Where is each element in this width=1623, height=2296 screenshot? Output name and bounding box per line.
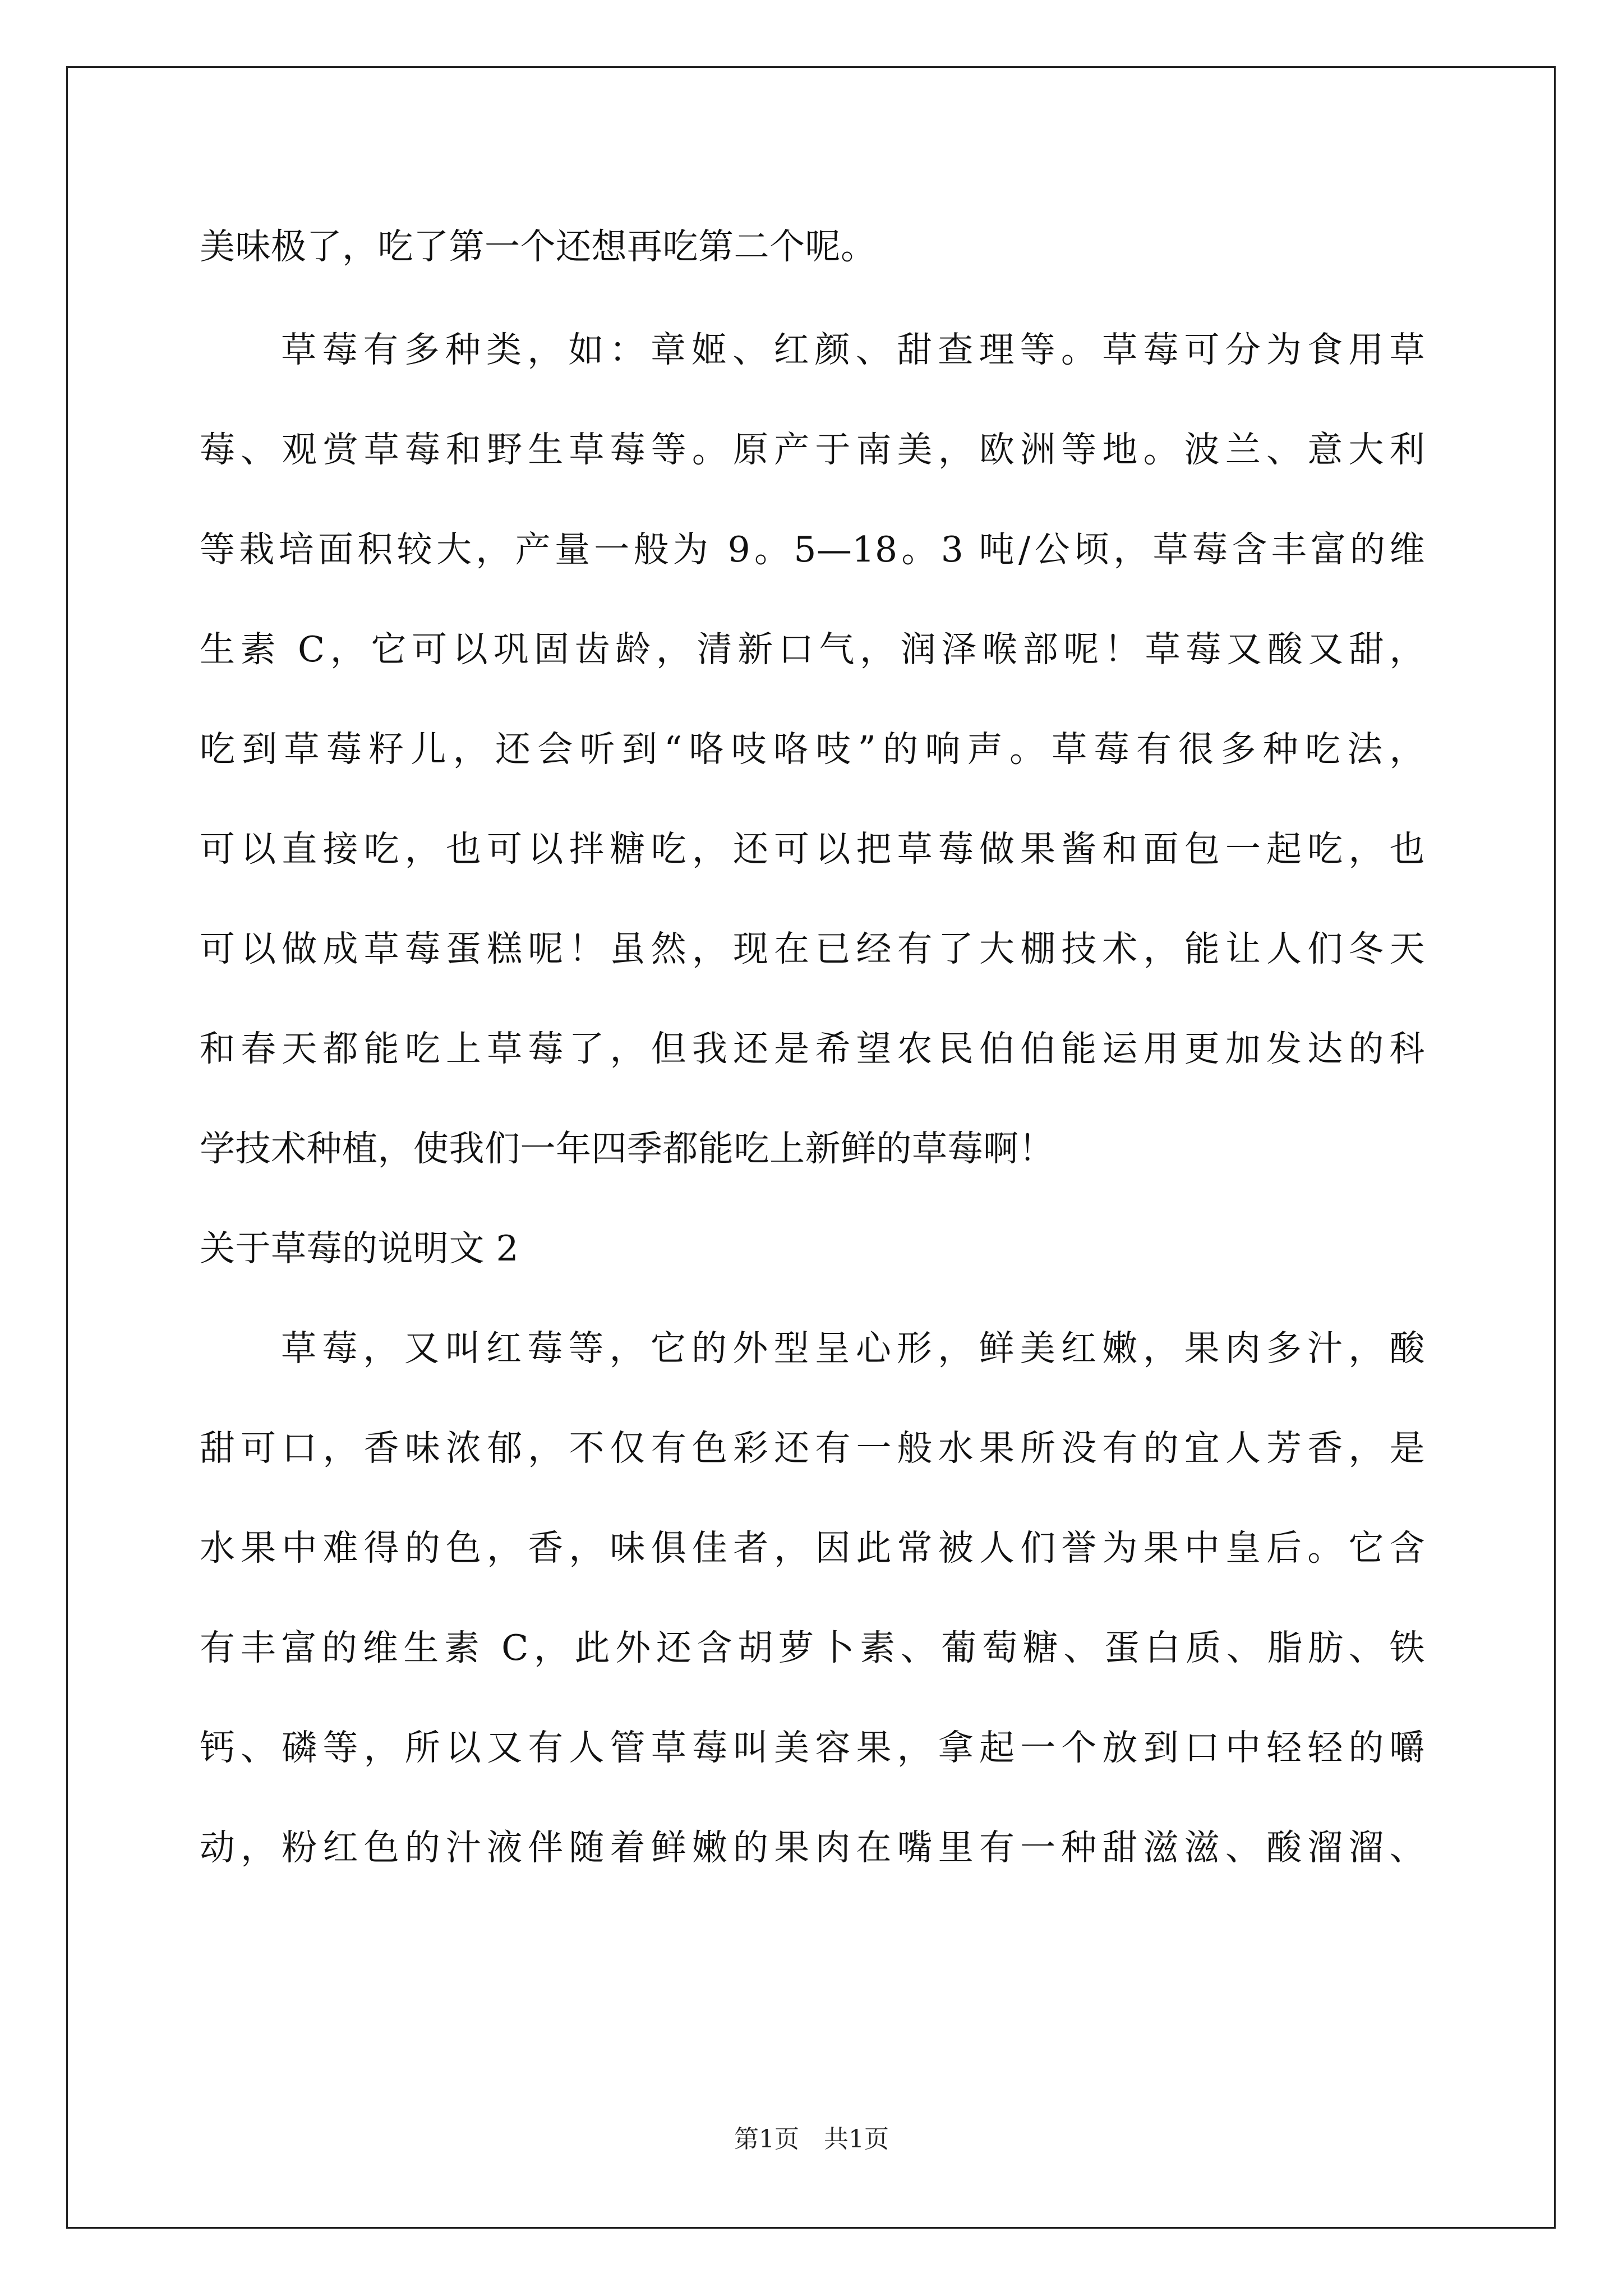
text-line: 甜可口，香味浓郁，不仅有色彩还有一般水果所没有的宜人芳香，是 <box>200 1428 1425 1469</box>
paragraph-first-line: 草莓，又叫红莓等，它的外型呈心形，鲜美红嫩，果肉多汁，酸 <box>281 1328 1425 1369</box>
section-heading: 关于草莓的说明文 2 <box>200 1228 519 1269</box>
text-line: 水果中难得的色，香，味俱佳者，因此常被人们誉为果中皇后。它含 <box>200 1527 1425 1568</box>
paragraph-first-line: 草莓有多种类，如：章姬、红颜、甜查理等。草莓可分为食用草 <box>281 329 1425 370</box>
text-line: 学技术种植，使我们一年四季都能吃上新鲜的草莓啊！ <box>200 1128 1054 1169</box>
text-line: 吃到草莓籽儿，还会听到“咯吱咯吱”的响声。草莓有很多种吃法， <box>200 729 1425 770</box>
text-line: 和春天都能吃上草莓了，但我还是希望农民伯伯能运用更加发达的科 <box>200 1028 1425 1069</box>
text-line: 美味极了，吃了第一个还想再吃第二个呢。 <box>200 226 877 267</box>
text-line: 莓、观赏草莓和野生草莓等。原产于南美，欧洲等地。波兰、意大利 <box>200 429 1425 470</box>
text-line: 生素 C，它可以巩固齿龄，清新口气，润泽喉部呢！草莓又酸又甜， <box>200 629 1425 670</box>
text-line: 可以做成草莓蛋糕呢！虽然，现在已经有了大棚技术，能让人们冬天 <box>200 928 1425 969</box>
text-line: 钙、磷等，所以又有人管草莓叫美容果，拿起一个放到口中轻轻的嚼 <box>200 1727 1425 1768</box>
text-line: 可以直接吃，也可以拌糖吃，还可以把草莓做果酱和面包一起吃，也 <box>200 829 1425 869</box>
text-line: 等栽培面积较大，产量一般为 9。5—18。3 吨/公顷，草莓含丰富的维 <box>200 529 1425 570</box>
text-line: 动，粉红色的汁液伴随着鲜嫩的果肉在嘴里有一种甜滋滋、酸溜溜、 <box>200 1827 1425 1868</box>
text-line: 有丰富的维生素 C，此外还含胡萝卜素、葡萄糖、蛋白质、脂肪、铁 <box>200 1627 1425 1668</box>
page-number-footer: 第1页 共1页 <box>734 2125 889 2154</box>
